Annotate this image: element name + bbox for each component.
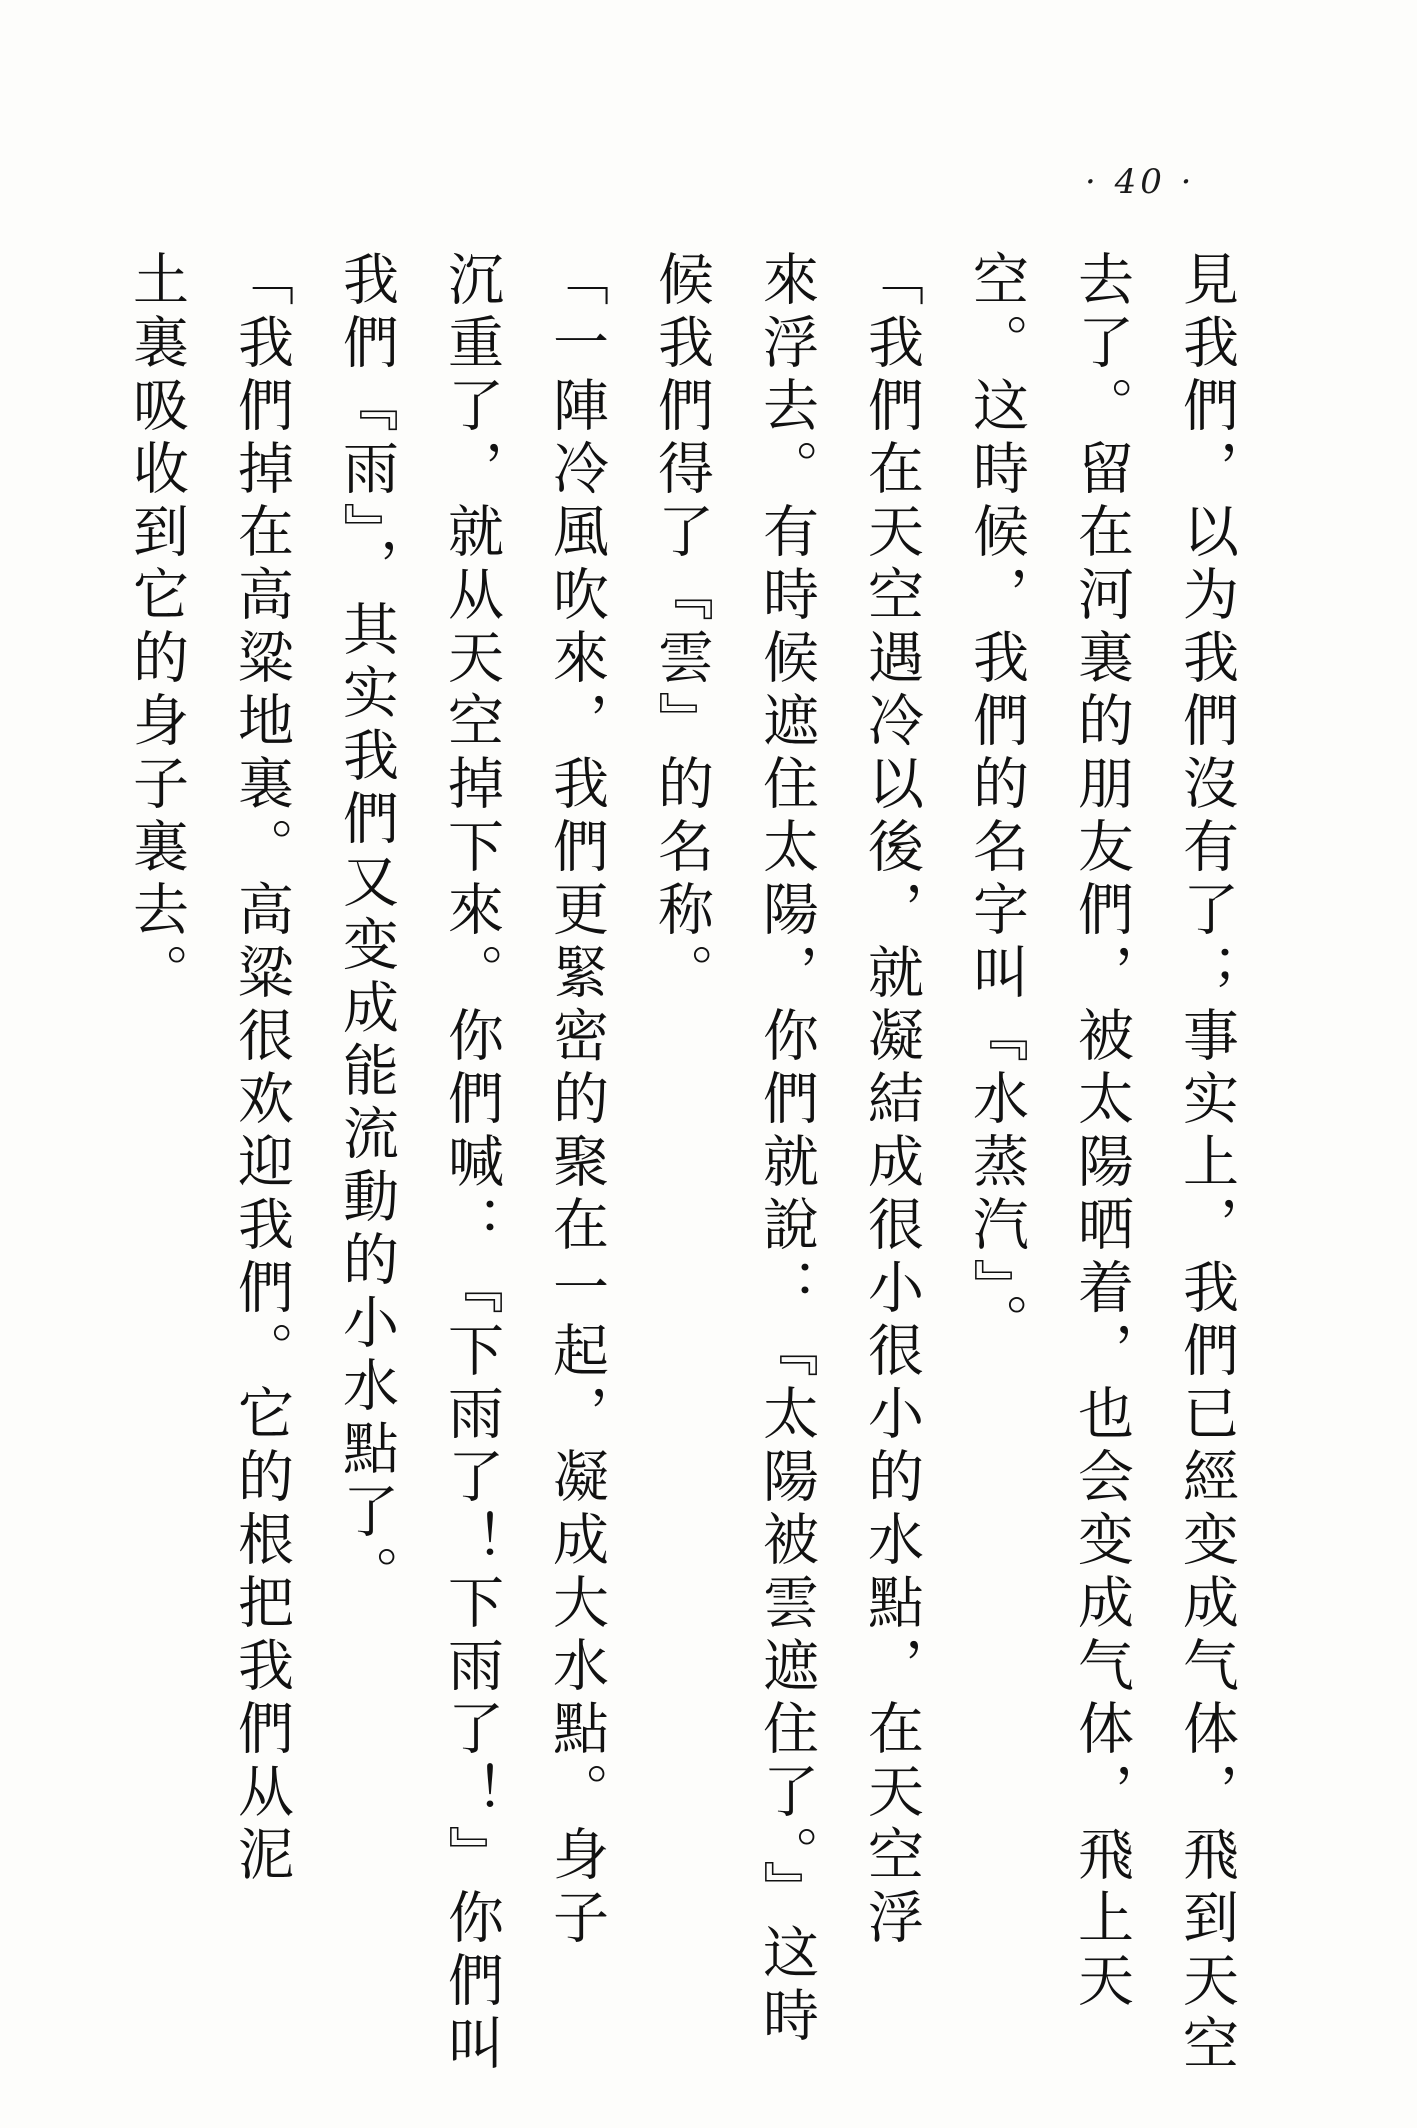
- text-line-6: 候我們得了『雲』的名称。: [649, 250, 714, 1006]
- text-line-8: 沉重了，就从天空掉下來。你們喊：『下雨了！下雨了！』你們叫: [439, 250, 504, 2077]
- vertical-text-body: [104, 250, 1259, 2077]
- text-line-4: 「我們在天空遇冷以後，就凝結成很小很小的水點，在天空浮: [859, 250, 924, 1951]
- text-line-7: 「一陣冷風吹來，我們更緊密的聚在一起，凝成大水點。身子: [544, 250, 609, 1951]
- text-line-9: 我們『雨』，其实我們又变成能流動的小水點了。: [334, 250, 399, 1608]
- text-line-3: 空。这時候，我們的名字叫『水蒸汽』。: [964, 250, 1029, 1356]
- text-line-5: 來浮去。有時候遮住太陽，你們就說：『太陽被雲遮住了。』这時: [754, 250, 819, 2049]
- page-number: · 40 ·: [1085, 162, 1196, 202]
- text-line-11: 土裏吸收到它的身子裏去。: [124, 250, 189, 1006]
- text-line-10: 「我們掉在高粱地裏。高粱很欢迎我們。它的根把我們从泥: [229, 250, 294, 1888]
- text-line-1: 見我們，以为我們沒有了；事实上，我們已經变成气体，飛到天空: [1174, 250, 1239, 2077]
- text-line-2: 去了。留在河裏的朋友們，被太陽晒着，也会变成气体，飛上天: [1069, 250, 1134, 2014]
